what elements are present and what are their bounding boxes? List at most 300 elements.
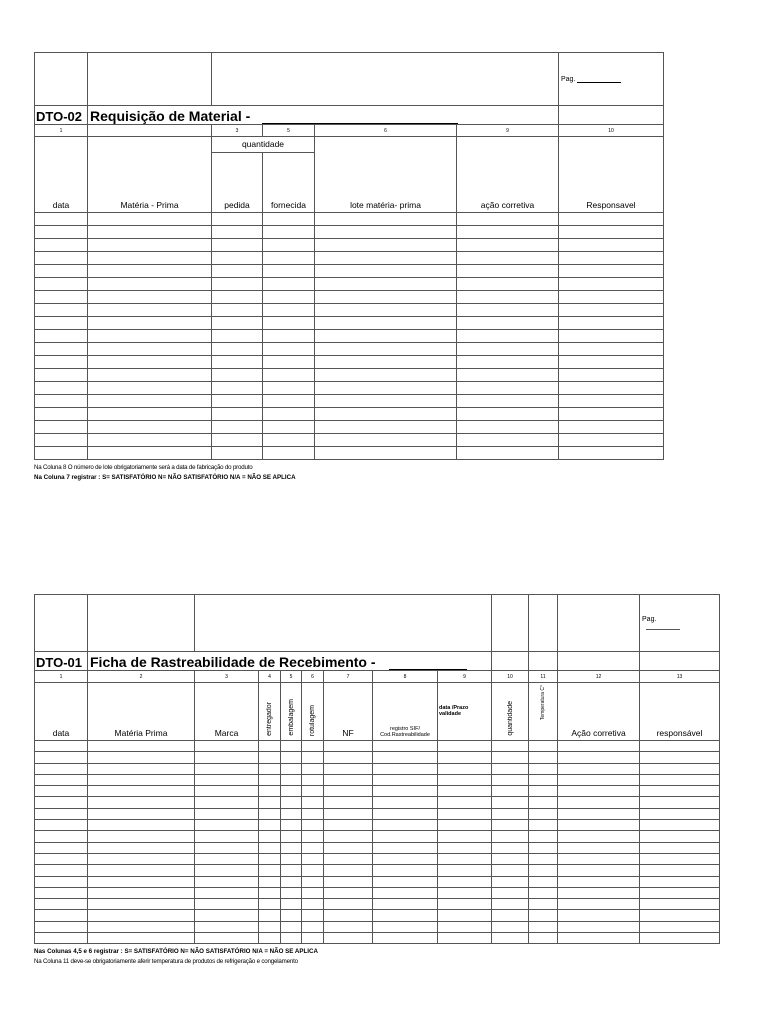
table-cell[interactable] [492, 831, 529, 842]
table-cell[interactable] [558, 899, 640, 910]
table-cell[interactable] [263, 317, 315, 330]
table-cell[interactable] [88, 933, 195, 944]
table-cell[interactable] [88, 226, 212, 239]
table-cell[interactable] [263, 252, 315, 265]
table-cell[interactable] [438, 933, 492, 944]
table-cell[interactable] [35, 395, 88, 408]
table-cell[interactable] [259, 797, 281, 808]
table-cell[interactable] [373, 820, 438, 831]
table-cell[interactable] [263, 226, 315, 239]
table-cell[interactable] [457, 356, 559, 369]
table-cell[interactable] [438, 831, 492, 842]
table-cell[interactable] [457, 239, 559, 252]
table-cell[interactable] [88, 421, 212, 434]
table-cell[interactable] [558, 763, 640, 774]
table-cell[interactable] [558, 876, 640, 887]
table-cell[interactable] [259, 910, 281, 921]
table-cell[interactable] [212, 356, 263, 369]
table-cell[interactable] [529, 774, 558, 785]
table-cell[interactable] [195, 820, 259, 831]
table-cell[interactable] [302, 831, 324, 842]
table-cell[interactable] [88, 820, 195, 831]
table-cell[interactable] [457, 291, 559, 304]
table-cell[interactable] [195, 808, 259, 819]
table-cell[interactable] [559, 265, 664, 278]
table-cell[interactable] [302, 842, 324, 853]
table-cell[interactable] [529, 786, 558, 797]
table-cell[interactable] [88, 774, 195, 785]
table-cell[interactable] [195, 933, 259, 944]
table-cell[interactable] [315, 317, 457, 330]
table-cell[interactable] [558, 752, 640, 763]
table-cell[interactable] [457, 213, 559, 226]
table-cell[interactable] [88, 786, 195, 797]
table-cell[interactable] [640, 786, 720, 797]
table-cell[interactable] [35, 369, 88, 382]
table-cell[interactable] [35, 853, 88, 864]
table-cell[interactable] [35, 752, 88, 763]
table-cell[interactable] [559, 369, 664, 382]
table-cell[interactable] [457, 434, 559, 447]
table-cell[interactable] [529, 921, 558, 932]
table-cell[interactable] [529, 741, 558, 752]
table-cell[interactable] [315, 382, 457, 395]
table-cell[interactable] [438, 921, 492, 932]
table-cell[interactable] [259, 820, 281, 831]
table-cell[interactable] [259, 899, 281, 910]
table-cell[interactable] [281, 933, 302, 944]
table-cell[interactable] [438, 853, 492, 864]
table-cell[interactable] [35, 265, 88, 278]
table-cell[interactable] [281, 831, 302, 842]
table-cell[interactable] [529, 899, 558, 910]
table-cell[interactable] [88, 853, 195, 864]
table-cell[interactable] [559, 447, 664, 460]
table-cell[interactable] [212, 317, 263, 330]
table-cell[interactable] [263, 434, 315, 447]
table-cell[interactable] [529, 820, 558, 831]
table-cell[interactable] [373, 752, 438, 763]
table-cell[interactable] [315, 421, 457, 434]
table-cell[interactable] [492, 752, 529, 763]
table-cell[interactable] [457, 278, 559, 291]
table-cell[interactable] [35, 278, 88, 291]
table-cell[interactable] [263, 382, 315, 395]
table-cell[interactable] [281, 921, 302, 932]
table-cell[interactable] [281, 797, 302, 808]
table-cell[interactable] [529, 763, 558, 774]
table-cell[interactable] [315, 395, 457, 408]
table-cell[interactable] [263, 447, 315, 460]
table-cell[interactable] [88, 317, 212, 330]
table-cell[interactable] [302, 820, 324, 831]
table-cell[interactable] [324, 741, 373, 752]
table-cell[interactable] [438, 752, 492, 763]
table-cell[interactable] [35, 831, 88, 842]
table-cell[interactable] [212, 343, 263, 356]
table-cell[interactable] [35, 291, 88, 304]
table-cell[interactable] [559, 291, 664, 304]
table-cell[interactable] [212, 434, 263, 447]
table-cell[interactable] [281, 842, 302, 853]
table-cell[interactable] [492, 876, 529, 887]
table-cell[interactable] [263, 343, 315, 356]
table-cell[interactable] [640, 797, 720, 808]
table-cell[interactable] [259, 865, 281, 876]
table-cell[interactable] [263, 265, 315, 278]
table-cell[interactable] [281, 853, 302, 864]
table-cell[interactable] [558, 921, 640, 932]
table-cell[interactable] [35, 797, 88, 808]
table-cell[interactable] [324, 865, 373, 876]
table-cell[interactable] [281, 752, 302, 763]
table-cell[interactable] [315, 226, 457, 239]
table-cell[interactable] [212, 447, 263, 460]
table-cell[interactable] [558, 910, 640, 921]
table-cell[interactable] [302, 786, 324, 797]
table-cell[interactable] [281, 899, 302, 910]
table-cell[interactable] [529, 797, 558, 808]
table-cell[interactable] [259, 842, 281, 853]
table-cell[interactable] [529, 831, 558, 842]
table-cell[interactable] [88, 899, 195, 910]
table-cell[interactable] [315, 239, 457, 252]
table-cell[interactable] [324, 820, 373, 831]
table-cell[interactable] [88, 763, 195, 774]
table-cell[interactable] [302, 933, 324, 944]
table-cell[interactable] [457, 382, 559, 395]
table-cell[interactable] [324, 842, 373, 853]
table-cell[interactable] [559, 239, 664, 252]
table-cell[interactable] [302, 741, 324, 752]
table-cell[interactable] [438, 741, 492, 752]
table-cell[interactable] [559, 278, 664, 291]
table-cell[interactable] [640, 763, 720, 774]
table-cell[interactable] [373, 899, 438, 910]
table-cell[interactable] [315, 278, 457, 291]
table-cell[interactable] [212, 421, 263, 434]
table-cell[interactable] [88, 408, 212, 421]
table-cell[interactable] [35, 447, 88, 460]
table-cell[interactable] [35, 408, 88, 421]
table-cell[interactable] [88, 797, 195, 808]
table-cell[interactable] [281, 741, 302, 752]
table-cell[interactable] [324, 786, 373, 797]
table-cell[interactable] [373, 887, 438, 898]
table-cell[interactable] [88, 252, 212, 265]
table-cell[interactable] [559, 330, 664, 343]
table-cell[interactable] [88, 741, 195, 752]
table-cell[interactable] [373, 933, 438, 944]
table-cell[interactable] [559, 408, 664, 421]
table-cell[interactable] [35, 808, 88, 819]
table-cell[interactable] [35, 887, 88, 898]
table-cell[interactable] [315, 356, 457, 369]
page-number-field[interactable] [640, 595, 720, 652]
table-cell[interactable] [492, 933, 529, 944]
table-cell[interactable] [438, 899, 492, 910]
table-cell[interactable] [457, 395, 559, 408]
table-cell[interactable] [281, 774, 302, 785]
table-cell[interactable] [88, 921, 195, 932]
table-cell[interactable] [324, 774, 373, 785]
table-cell[interactable] [88, 356, 212, 369]
table-cell[interactable] [373, 921, 438, 932]
table-cell[interactable] [492, 842, 529, 853]
table-cell[interactable] [281, 910, 302, 921]
table-cell[interactable] [324, 763, 373, 774]
table-cell[interactable] [529, 865, 558, 876]
table-cell[interactable] [259, 831, 281, 842]
table-cell[interactable] [35, 910, 88, 921]
table-cell[interactable] [492, 887, 529, 898]
table-cell[interactable] [35, 820, 88, 831]
table-cell[interactable] [195, 797, 259, 808]
table-cell[interactable] [263, 291, 315, 304]
table-cell[interactable] [559, 343, 664, 356]
table-cell[interactable] [315, 291, 457, 304]
table-cell[interactable] [259, 887, 281, 898]
table-cell[interactable] [324, 752, 373, 763]
table-cell[interactable] [438, 763, 492, 774]
table-cell[interactable] [88, 808, 195, 819]
table-cell[interactable] [195, 910, 259, 921]
table-cell[interactable] [315, 213, 457, 226]
table-cell[interactable] [324, 933, 373, 944]
table-cell[interactable] [324, 910, 373, 921]
table-cell[interactable] [324, 887, 373, 898]
table-cell[interactable] [558, 774, 640, 785]
table-cell[interactable] [640, 887, 720, 898]
table-cell[interactable] [457, 317, 559, 330]
table-cell[interactable] [324, 853, 373, 864]
table-cell[interactable] [438, 910, 492, 921]
table-cell[interactable] [529, 910, 558, 921]
table-cell[interactable] [373, 842, 438, 853]
table-cell[interactable] [438, 820, 492, 831]
table-cell[interactable] [559, 356, 664, 369]
table-cell[interactable] [212, 304, 263, 317]
table-cell[interactable] [263, 395, 315, 408]
table-cell[interactable] [35, 933, 88, 944]
table-cell[interactable] [263, 356, 315, 369]
table-cell[interactable] [259, 876, 281, 887]
table-cell[interactable] [324, 921, 373, 932]
table-cell[interactable] [35, 786, 88, 797]
table-cell[interactable] [302, 899, 324, 910]
table-cell[interactable] [559, 421, 664, 434]
table-cell[interactable] [35, 239, 88, 252]
table-cell[interactable] [281, 808, 302, 819]
table-cell[interactable] [315, 369, 457, 382]
table-cell[interactable] [558, 786, 640, 797]
table-cell[interactable] [35, 763, 88, 774]
table-cell[interactable] [259, 933, 281, 944]
table-cell[interactable] [212, 330, 263, 343]
table-cell[interactable] [302, 752, 324, 763]
table-cell[interactable] [88, 887, 195, 898]
table-cell[interactable] [373, 797, 438, 808]
table-cell[interactable] [302, 876, 324, 887]
title-fill-line[interactable] [389, 669, 467, 670]
table-cell[interactable] [640, 921, 720, 932]
table-cell[interactable] [324, 808, 373, 819]
table-cell[interactable] [529, 842, 558, 853]
table-cell[interactable] [302, 921, 324, 932]
table-cell[interactable] [558, 831, 640, 842]
table-cell[interactable] [315, 343, 457, 356]
table-cell[interactable] [457, 252, 559, 265]
table-cell[interactable] [263, 408, 315, 421]
table-cell[interactable] [457, 226, 559, 239]
table-cell[interactable] [212, 369, 263, 382]
table-cell[interactable] [212, 239, 263, 252]
table-cell[interactable] [302, 774, 324, 785]
table-cell[interactable] [88, 265, 212, 278]
table-cell[interactable] [438, 808, 492, 819]
table-cell[interactable] [324, 899, 373, 910]
table-cell[interactable] [88, 434, 212, 447]
table-cell[interactable] [558, 820, 640, 831]
table-cell[interactable] [195, 921, 259, 932]
table-cell[interactable] [195, 763, 259, 774]
table-cell[interactable] [212, 213, 263, 226]
table-cell[interactable] [212, 278, 263, 291]
table-cell[interactable] [373, 853, 438, 864]
table-cell[interactable] [88, 395, 212, 408]
table-cell[interactable] [373, 774, 438, 785]
table-cell[interactable] [558, 865, 640, 876]
table-cell[interactable] [88, 239, 212, 252]
table-cell[interactable] [529, 752, 558, 763]
table-cell[interactable] [492, 808, 529, 819]
table-cell[interactable] [315, 265, 457, 278]
table-cell[interactable] [302, 763, 324, 774]
table-cell[interactable] [88, 343, 212, 356]
table-cell[interactable] [263, 421, 315, 434]
table-cell[interactable] [212, 252, 263, 265]
page-number-field[interactable] [559, 53, 664, 106]
table-cell[interactable] [263, 330, 315, 343]
table-cell[interactable] [88, 382, 212, 395]
table-cell[interactable] [457, 304, 559, 317]
table-cell[interactable] [302, 887, 324, 898]
table-cell[interactable] [457, 369, 559, 382]
table-cell[interactable] [35, 343, 88, 356]
table-cell[interactable] [559, 317, 664, 330]
table-cell[interactable] [88, 447, 212, 460]
table-cell[interactable] [302, 910, 324, 921]
table-cell[interactable] [88, 330, 212, 343]
table-cell[interactable] [558, 933, 640, 944]
table-cell[interactable] [263, 304, 315, 317]
table-cell[interactable] [559, 304, 664, 317]
table-cell[interactable] [195, 899, 259, 910]
table-cell[interactable] [559, 213, 664, 226]
table-cell[interactable] [438, 876, 492, 887]
table-cell[interactable] [259, 786, 281, 797]
table-cell[interactable] [195, 876, 259, 887]
table-cell[interactable] [438, 797, 492, 808]
table-cell[interactable] [640, 899, 720, 910]
table-cell[interactable] [492, 741, 529, 752]
table-cell[interactable] [259, 741, 281, 752]
table-cell[interactable] [492, 820, 529, 831]
table-cell[interactable] [88, 865, 195, 876]
table-cell[interactable] [212, 408, 263, 421]
table-cell[interactable] [35, 434, 88, 447]
table-cell[interactable] [88, 876, 195, 887]
table-cell[interactable] [259, 763, 281, 774]
table-cell[interactable] [492, 786, 529, 797]
table-cell[interactable] [195, 752, 259, 763]
table-cell[interactable] [35, 842, 88, 853]
table-cell[interactable] [529, 808, 558, 819]
table-cell[interactable] [438, 887, 492, 898]
table-cell[interactable] [88, 752, 195, 763]
table-cell[interactable] [302, 808, 324, 819]
table-cell[interactable] [195, 741, 259, 752]
table-cell[interactable] [457, 447, 559, 460]
table-cell[interactable] [195, 774, 259, 785]
table-cell[interactable] [212, 291, 263, 304]
table-cell[interactable] [559, 252, 664, 265]
table-cell[interactable] [302, 853, 324, 864]
table-cell[interactable] [195, 831, 259, 842]
table-cell[interactable] [457, 408, 559, 421]
table-cell[interactable] [558, 808, 640, 819]
table-cell[interactable] [559, 395, 664, 408]
table-cell[interactable] [35, 899, 88, 910]
table-cell[interactable] [492, 921, 529, 932]
table-cell[interactable] [373, 741, 438, 752]
table-cell[interactable] [492, 899, 529, 910]
table-cell[interactable] [640, 752, 720, 763]
table-cell[interactable] [263, 239, 315, 252]
table-cell[interactable] [195, 842, 259, 853]
table-cell[interactable] [281, 865, 302, 876]
table-cell[interactable] [373, 763, 438, 774]
table-cell[interactable] [35, 921, 88, 932]
table-cell[interactable] [35, 317, 88, 330]
table-cell[interactable] [212, 265, 263, 278]
table-cell[interactable] [315, 330, 457, 343]
table-cell[interactable] [88, 278, 212, 291]
table-cell[interactable] [492, 763, 529, 774]
table-cell[interactable] [88, 213, 212, 226]
table-cell[interactable] [259, 853, 281, 864]
table-cell[interactable] [35, 330, 88, 343]
table-cell[interactable] [315, 252, 457, 265]
table-cell[interactable] [281, 786, 302, 797]
table-cell[interactable] [529, 876, 558, 887]
table-cell[interactable] [324, 797, 373, 808]
table-cell[interactable] [438, 774, 492, 785]
table-cell[interactable] [640, 876, 720, 887]
table-cell[interactable] [212, 226, 263, 239]
table-cell[interactable] [35, 741, 88, 752]
table-cell[interactable] [492, 853, 529, 864]
table-cell[interactable] [373, 865, 438, 876]
table-cell[interactable] [259, 752, 281, 763]
table-cell[interactable] [315, 408, 457, 421]
table-cell[interactable] [88, 842, 195, 853]
table-cell[interactable] [558, 887, 640, 898]
table-cell[interactable] [324, 831, 373, 842]
table-cell[interactable] [88, 369, 212, 382]
table-cell[interactable] [529, 887, 558, 898]
table-cell[interactable] [195, 786, 259, 797]
